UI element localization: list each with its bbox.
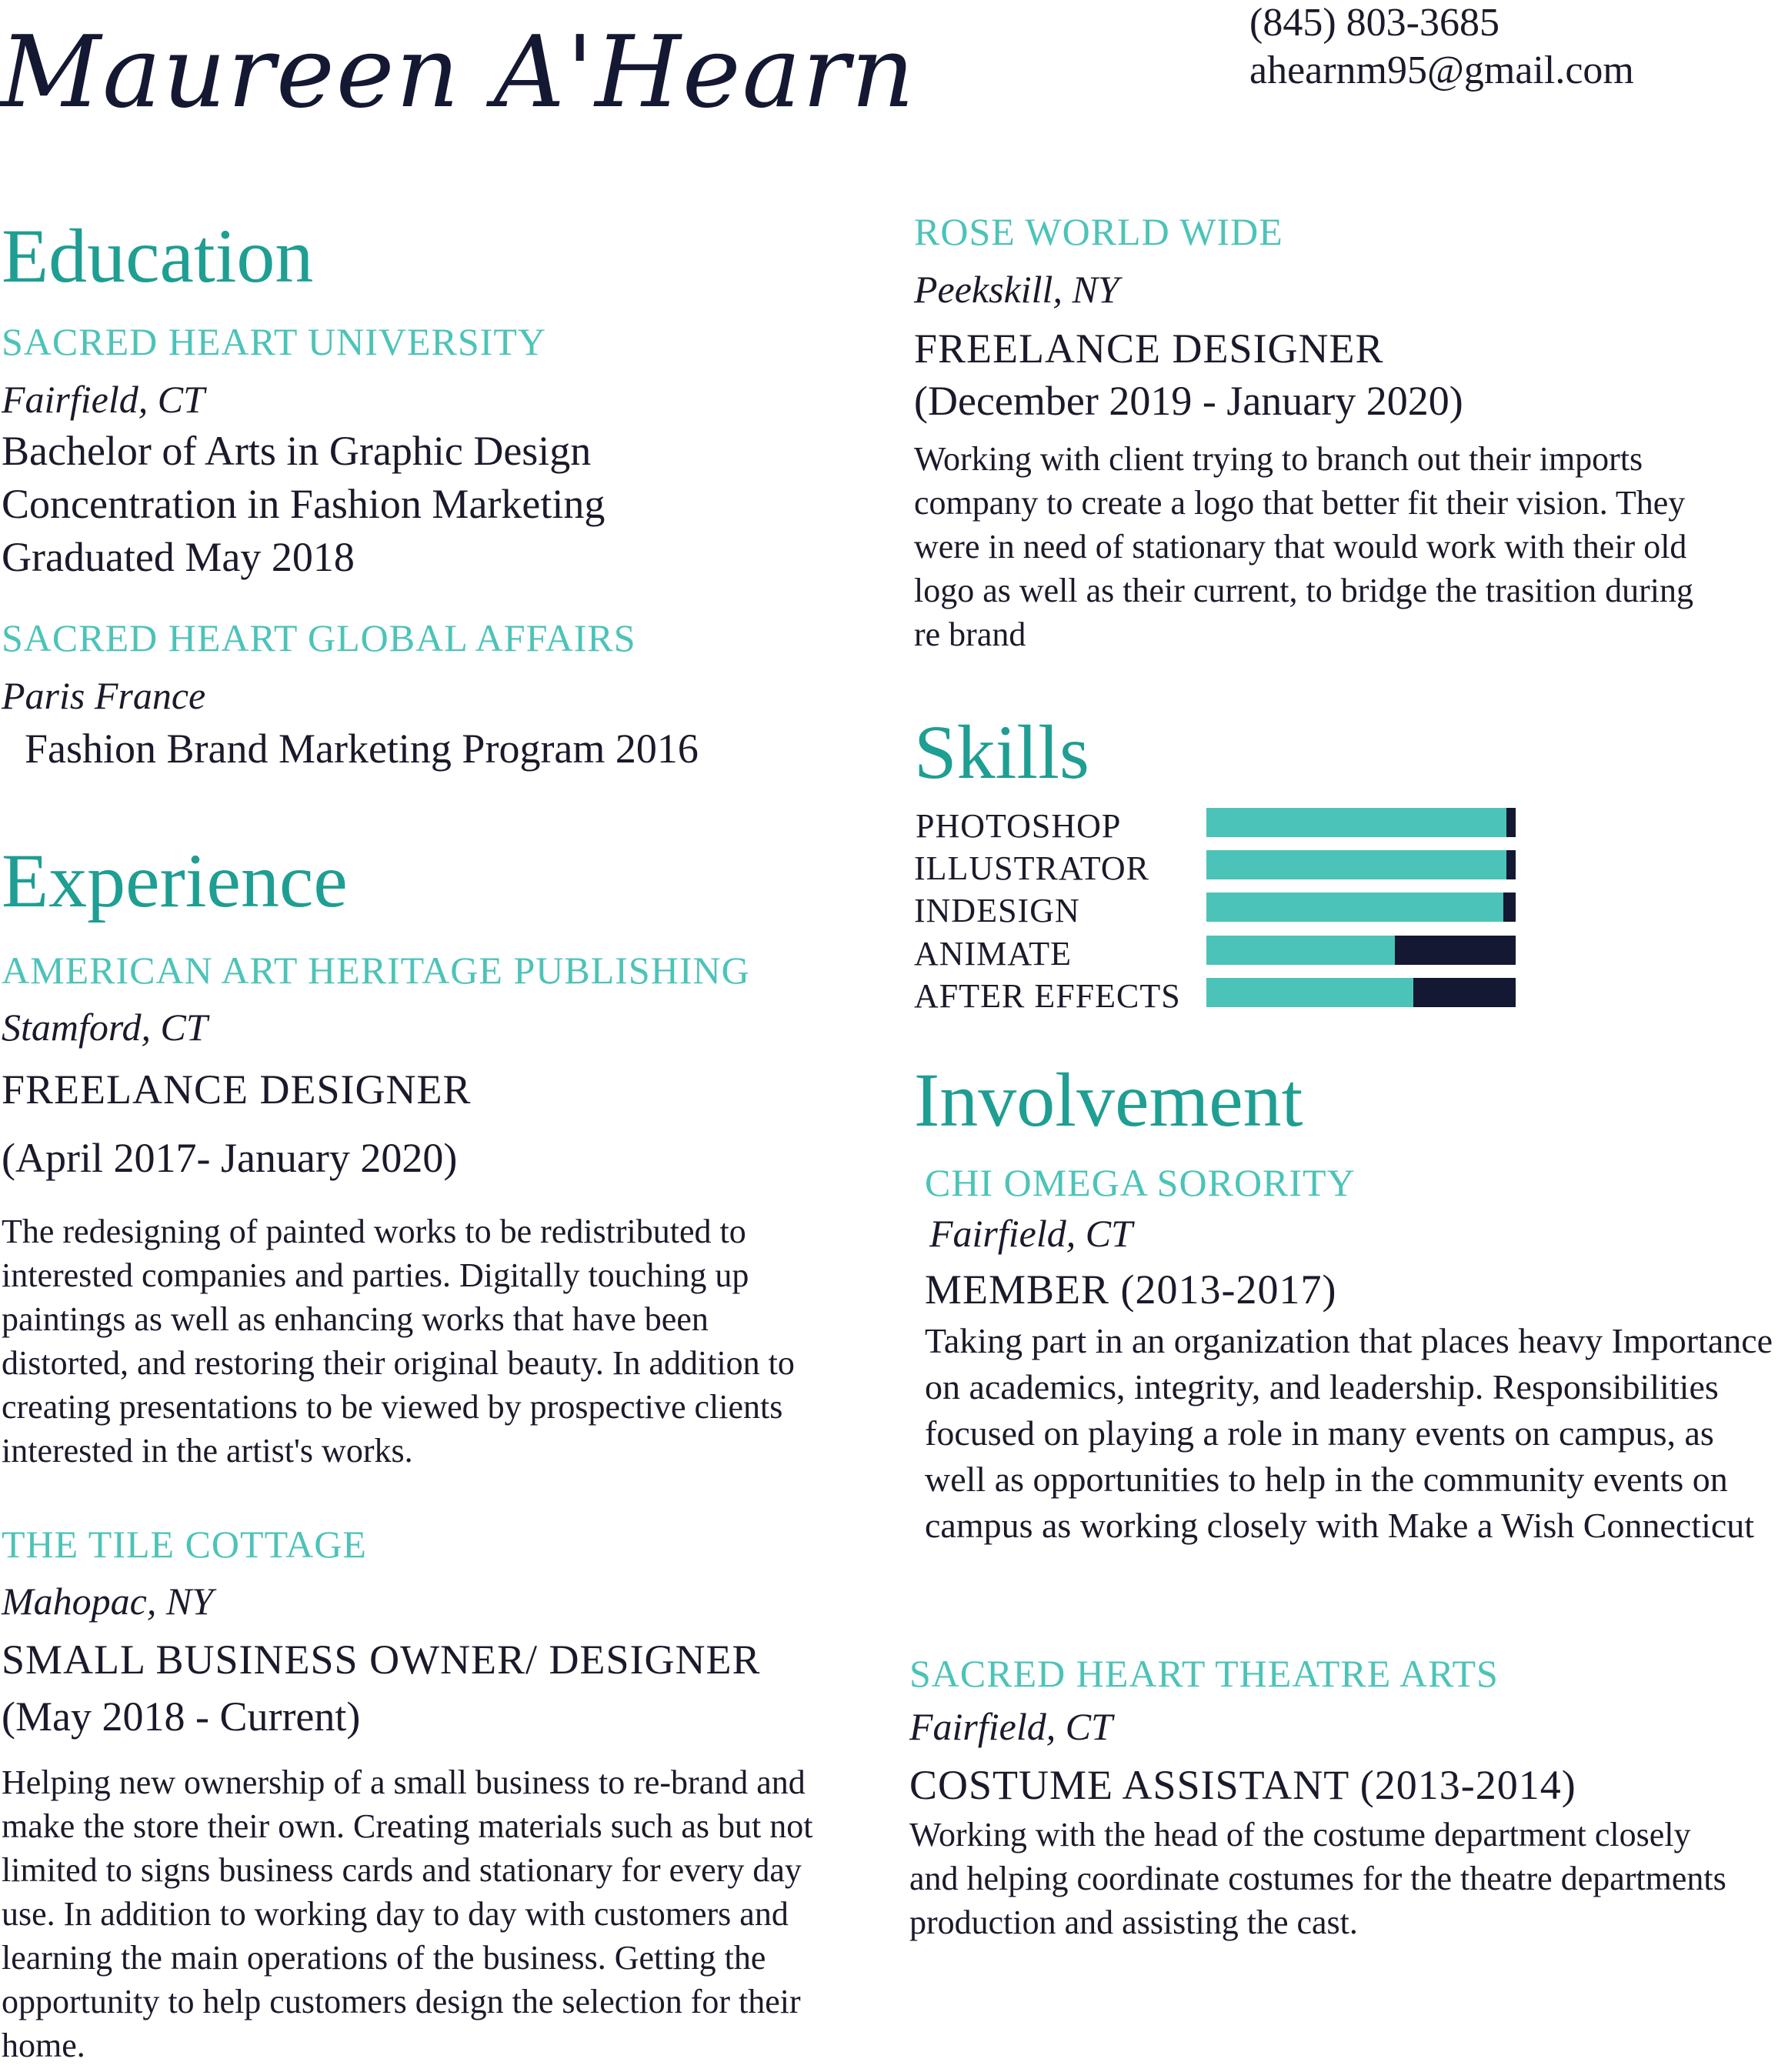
skill-label: ANIMATE <box>914 935 1072 973</box>
education-heading: Education <box>2 213 314 299</box>
education-line: Graduated May 2018 <box>2 534 355 580</box>
experience-description: Helping new ownership of a small business to re-brand and make the store their own. Creating materials such as but not limited to signs business cards and stationary for every day use. In addition to working day to day with customers and learning the main operations of the business. Getting the opportunity to help customers design the selection for their home. <box>2 1763 813 2064</box>
skill-bar-fill <box>1206 978 1413 1007</box>
involvement-dates: (2013-2017) <box>1120 1266 1337 1313</box>
involvement-role <box>925 1266 1337 1313</box>
skills-heading: Skills <box>914 709 1089 795</box>
skill-label: INDESIGN <box>914 892 1080 929</box>
experience-heading: Experience <box>2 838 348 923</box>
education-org: SACRED HEART GLOBAL AFFAIRS <box>2 616 636 659</box>
skill-bar <box>1206 893 1516 922</box>
education-org: SACRED HEART UNIVERSITY <box>2 320 546 363</box>
skill-label: PHOTOSHOP <box>916 807 1122 845</box>
involvement-location: Fairfield, CT <box>929 1212 1133 1255</box>
experience-dates: (May 2018 - Current) <box>2 1693 361 1740</box>
skill-label: AFTER EFFECTS <box>914 977 1181 1015</box>
involvement-dates: (2013-2014) <box>1359 1762 1576 1808</box>
involvement-org: CHI OMEGA SORORITY <box>925 1161 1356 1204</box>
skill-bar <box>1206 808 1516 837</box>
skill-label: ILLUSTRATOR <box>914 849 1149 887</box>
experience-location: Peekskill, NY <box>914 268 1119 311</box>
education-location: Paris France <box>2 674 206 717</box>
involvement-org: SACRED HEART THEATRE ARTS <box>909 1652 1499 1695</box>
education-line: Concentration in Fashion Marketing <box>2 481 605 527</box>
experience-role: FREELANCE DESIGNER <box>2 1066 472 1113</box>
experience-dates: (December 2019 - January 2020) <box>914 378 1463 424</box>
involvement-description: Working with the head of the costume department closely and helping coordinate costumes for the theatre departments production and assisting the cast. <box>909 1816 1726 1941</box>
skill-bar-fill <box>1206 808 1506 837</box>
skill-bar-fill <box>1206 936 1395 965</box>
experience-org: THE TILE COTTAGE <box>2 1523 367 1566</box>
experience-role: SMALL BUSINESS OWNER/ DESIGNER <box>2 1637 761 1683</box>
skill-bar <box>1206 978 1516 1007</box>
experience-description: Working with client trying to branch out their imports company to create a logo that better fit their vision. They were in need of stationary that would work with their old logo as well as their current, to bridge the trasition during re brand <box>914 440 1693 653</box>
education-line: Bachelor of Arts in Graphic Design <box>2 428 592 474</box>
experience-location: Mahopac, NY <box>2 1580 213 1623</box>
experience-role: FREELANCE DESIGNER <box>914 325 1384 372</box>
involvement-heading: Involvement <box>914 1057 1303 1143</box>
skill-bar <box>1206 936 1516 965</box>
involvement-role-title: MEMBER <box>925 1266 1110 1313</box>
skill-bar <box>1206 850 1516 879</box>
skill-bar-fill <box>1206 893 1503 922</box>
experience-org: AMERICAN ART HERITAGE PUBLISHING <box>2 949 750 992</box>
experience-description: The redesigning of painted works to be redistributed to interested companies and parties. Digitally touching up paintings as well as enhancing works that have been distorted, and restoring their original beauty. In addition to creating presentations to be viewed by prospective clients interested in the artist's works. <box>2 1213 795 1470</box>
resume-name: Maureen A'Hearn <box>0 15 916 130</box>
involvement-location: Fairfield, CT <box>909 1705 1112 1748</box>
education-line: Fashion Brand Marketing Program 2016 <box>25 726 699 772</box>
education-location: Fairfield, CT <box>2 378 205 421</box>
email-address: ahearnm95@gmail.com <box>1249 48 1634 92</box>
involvement-role <box>909 1761 1576 1809</box>
skill-bar-fill <box>1206 850 1506 879</box>
involvement-description: Taking part in an organization that places heavy Importance on academics, integrity, and leadership. Responsibilities focused on playing a role in many events on campus, as well as opportunities to help in the community events on campus as working closely with Make a Wish Connecticut <box>925 1321 1773 1545</box>
experience-dates: (April 2017- January 2020) <box>2 1135 458 1181</box>
experience-org: ROSE WORLD WIDE <box>914 210 1283 253</box>
experience-location: Stamford, CT <box>2 1006 208 1049</box>
involvement-role-title: COSTUME ASSISTANT <box>909 1762 1349 1808</box>
phone-number: (845) 803-3685 <box>1249 1 1499 45</box>
